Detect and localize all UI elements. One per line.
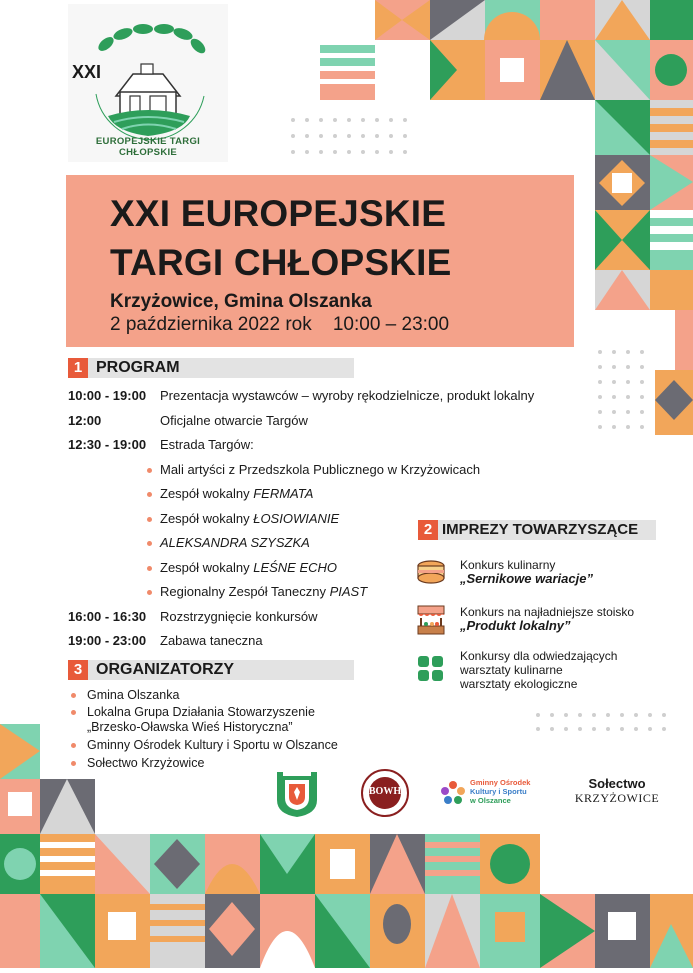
goks-text-line3: w Olszance — [470, 796, 511, 805]
program-time: 19:00 - 23:00 — [68, 633, 147, 648]
stage-item-name: LEŚNE ECHO — [253, 560, 338, 575]
solectwo-text-line2: KRZYŻOWICE — [574, 791, 660, 805]
event-1 — [460, 558, 593, 586]
program-text: Oficjalne otwarcie Targów — [160, 413, 308, 428]
program-text: Prezentacja wystawców – wyroby rękodzielnicze, produkt lokalny — [160, 388, 535, 403]
stage-item-prefix: Zespół wokalny — [160, 511, 254, 526]
title-line-2: TARGI CHŁOPSKIE — [110, 242, 452, 283]
bullet-dot — [147, 541, 152, 546]
organizer-name: Gmina Olszanka — [87, 688, 180, 702]
bullet-dot — [147, 492, 152, 497]
solectwo-text-line1: Sołectwo — [588, 776, 646, 791]
program-title: PROGRAM — [96, 359, 180, 376]
dot-grid-right — [598, 350, 654, 429]
stage-item-text — [160, 535, 310, 550]
logo-ring-text: EUROPEJSKIE TARGI CHŁOPSKIE — [95, 136, 201, 158]
program-time: 10:00 - 19:00 — [68, 388, 147, 403]
goks-text-line2: Kultury i Sportu — [470, 787, 527, 796]
events-section-header — [418, 520, 656, 540]
stage-item-name: ALEKSANDRA SZYSZKA — [160, 535, 310, 550]
event-place: Krzyżowice, Gmina Olszanka — [110, 291, 372, 312]
events-title: IMPREZY TOWARZYSZĄCE — [442, 521, 639, 538]
stage-item-text — [160, 560, 337, 575]
event-3-line3: warsztaty ekologiczne — [460, 677, 578, 691]
program-time: 12:30 - 19:00 — [68, 437, 147, 452]
bullet-dot — [147, 517, 152, 522]
organizer-name: Gminny Ośrodek Kultury i Sportu w Olszance — [87, 738, 338, 752]
bullet-dot — [147, 590, 152, 595]
event-1-line2: „Sernikowe wariacje” — [460, 571, 593, 586]
event-2-line1: Konkurs na najładniejsze stoisko — [460, 605, 635, 619]
event-date: 2 października 2022 rok 10:00 – 23:00 — [110, 314, 450, 335]
market-stall-icon — [416, 604, 446, 636]
bottom-pattern — [0, 724, 693, 968]
event-2-line2: „Produkt lokalny” — [460, 618, 571, 633]
event-3-line2: warsztaty kulinarne — [460, 663, 563, 677]
program-time: 16:00 - 16:30 — [68, 609, 147, 624]
grid-icon — [418, 656, 444, 682]
stage-item-text — [160, 462, 480, 477]
fair-logo — [68, 4, 228, 162]
program-text: Zabawa taneczna — [160, 633, 263, 648]
stage-item-text — [160, 486, 313, 501]
title-line-1: XXI EUROPEJSKIE — [110, 193, 447, 234]
stage-item-name: ŁOSIOWIANIE — [253, 511, 340, 526]
stage-item-name: FERMATA — [253, 486, 314, 501]
bullet-dot — [147, 566, 152, 571]
stage-item-prefix: Zespół wokalny — [160, 560, 254, 575]
program-text: Rozstrzygnięcie konkursów — [160, 609, 318, 624]
cake-icon — [416, 556, 446, 586]
organizers-number: 3 — [68, 660, 88, 680]
stage-item-prefix: Regionalny Zespół Taneczny — [160, 584, 330, 599]
bullet-dot — [147, 468, 152, 473]
stage-item-prefix: Zespół wokalny — [160, 486, 254, 501]
program-section-header — [68, 358, 354, 378]
organizers-title: ORGANIZATORZY — [96, 661, 235, 678]
event-3 — [460, 649, 617, 691]
header-banner — [66, 175, 574, 347]
program-number: 1 — [68, 358, 88, 378]
event-2 — [460, 605, 634, 633]
bullet-dot — [71, 710, 76, 715]
stage-item-text — [160, 511, 339, 526]
organizer-name: Sołectwo Krzyżowice — [87, 756, 205, 770]
bowh-text: BOWH — [368, 786, 402, 797]
organizer-name-cont: „Brzesko-Oławska Wieś Historyczna” — [87, 720, 293, 734]
event-1-line1: Konkurs kulinarny — [460, 558, 556, 572]
goks-text-line1: Gminny Ośrodek — [470, 778, 531, 787]
bullet-dot — [71, 693, 76, 698]
program-text: Estrada Targów: — [160, 437, 254, 452]
dot-grid-top — [291, 118, 417, 154]
stage-item-name: PIAST — [329, 584, 368, 599]
organizers-section-header — [68, 660, 354, 680]
stage-item-prefix: Mali artyści z Przedszkola Publicznego w Krzyżowicach — [160, 462, 481, 477]
stage-item-text — [160, 584, 367, 599]
page-title — [110, 189, 452, 287]
program-time: 12:00 — [68, 413, 102, 428]
logo-roman-numeral: XXI — [72, 62, 102, 82]
event-3-line1: Konkursy dla odwiedzających — [460, 649, 618, 663]
events-number: 2 — [418, 520, 438, 540]
organizer-name: Lokalna Grupa Działania Stowarzyszenie — [87, 705, 315, 719]
